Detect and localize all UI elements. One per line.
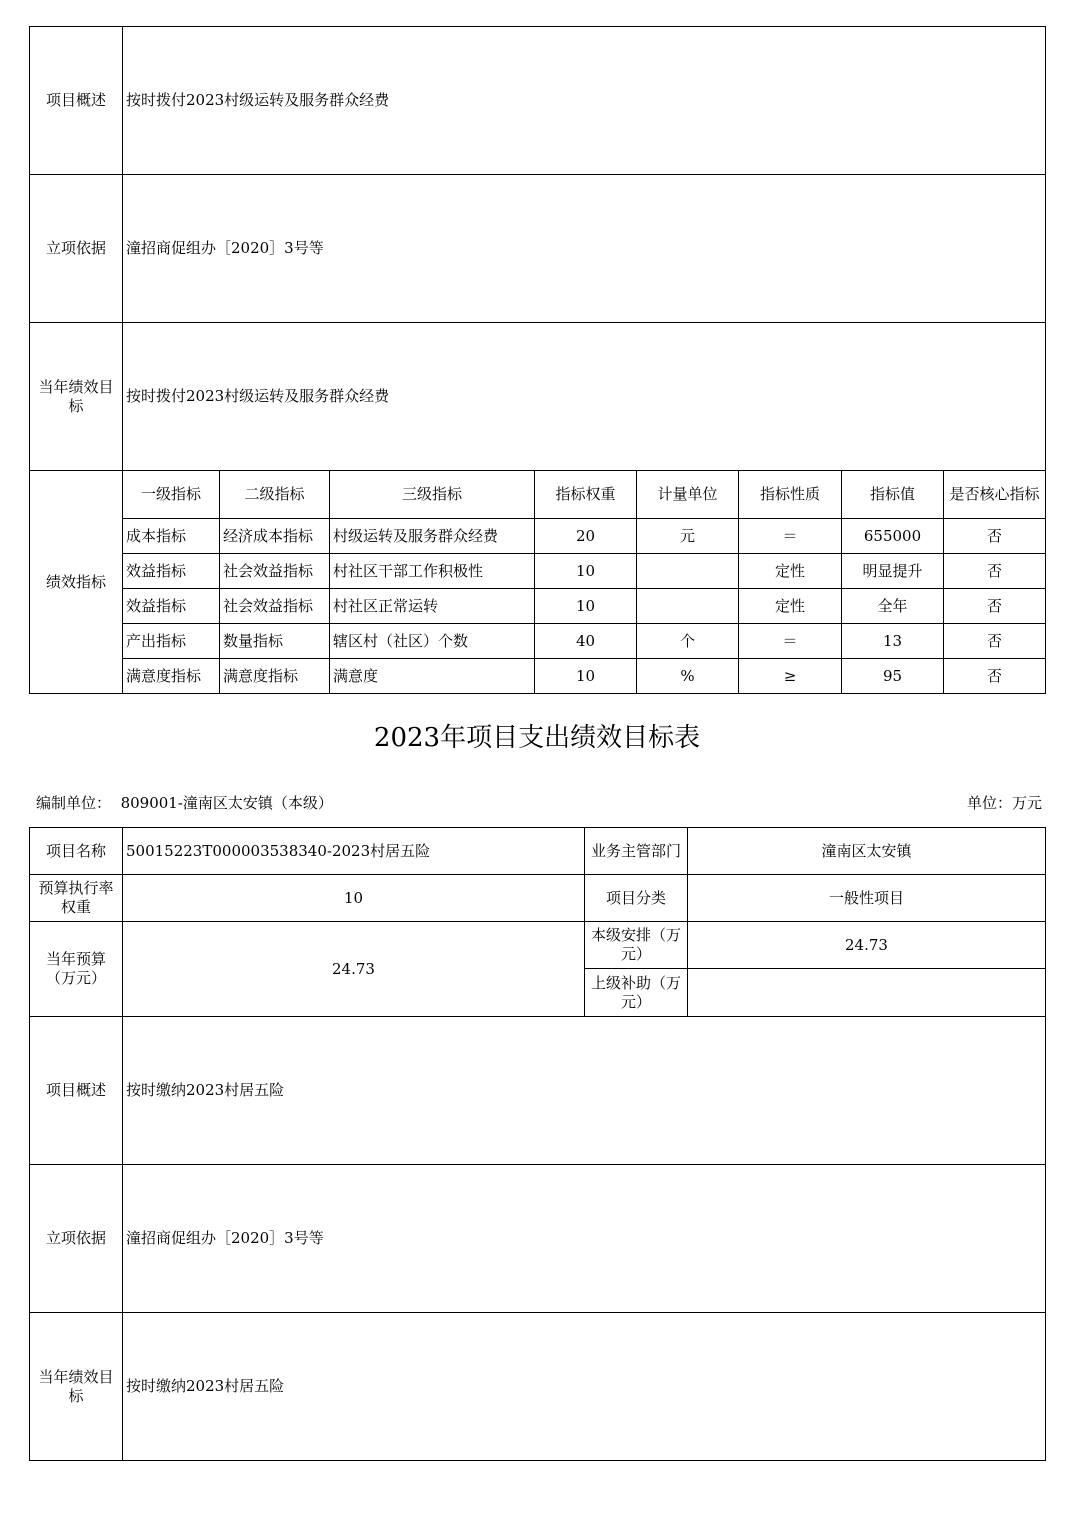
- indicator-nature: 定性: [739, 554, 842, 589]
- indicator-unit: [637, 589, 739, 624]
- name-value: 50015223T000003538340-2023村居五险: [123, 828, 585, 875]
- table-row: [30, 659, 1046, 694]
- indicator-value: 655000: [842, 519, 944, 554]
- project-table-part2: [29, 827, 1046, 1461]
- indicator-value: 13: [842, 624, 944, 659]
- category-value: 一般性项目: [688, 875, 1046, 922]
- level3-indicator: 村级运转及服务群众经费: [330, 519, 535, 554]
- exec-value: 10: [123, 875, 585, 922]
- goal-value: 按时缴纳2023村居五险: [123, 1313, 1046, 1461]
- level3-indicator: 满意度: [330, 659, 535, 694]
- subsidy-value: [688, 969, 1046, 1017]
- table-row: [30, 624, 1046, 659]
- indicator-core: 否: [944, 519, 1046, 554]
- indicator-weight: 40: [535, 624, 637, 659]
- indicator-unit: 个: [637, 624, 739, 659]
- unit-label: 单位：万元: [966, 794, 1042, 812]
- subsidy-label: 上级补助（万元）: [585, 969, 688, 1017]
- indicator-nature: ＝: [739, 624, 842, 659]
- level2-indicator: 社会效益指标: [220, 589, 330, 624]
- indicator-nature: ＝: [739, 519, 842, 554]
- page-title: 2023年项目支出绩效目标表: [373, 723, 701, 753]
- indicator-weight: 20: [535, 519, 637, 554]
- local-label: 本级安排（万元）: [585, 922, 688, 969]
- indicator-core: 否: [944, 659, 1046, 694]
- level1-indicator: 产出指标: [123, 624, 220, 659]
- org-label: 编制单位：: [36, 794, 112, 812]
- name-label: 项目名称: [30, 828, 123, 875]
- table-row: [30, 519, 1046, 554]
- indicator-header: 指标值: [842, 471, 944, 519]
- overview-label: 项目概述: [30, 1017, 123, 1165]
- table-row: [30, 589, 1046, 624]
- level2-indicator: 经济成本指标: [220, 519, 330, 554]
- dept-label: 业务主管部门: [585, 828, 688, 875]
- indicator-header: 是否核心指标: [944, 471, 1046, 519]
- overview-value: 按时拨付2023村级运转及服务群众经费: [123, 27, 1046, 175]
- indicator-header: 一级指标: [123, 471, 220, 519]
- indicator-header: 三级指标: [330, 471, 535, 519]
- level2-indicator: 满意度指标: [220, 659, 330, 694]
- indicator-core: 否: [944, 554, 1046, 589]
- local-value: 24.73: [688, 922, 1046, 969]
- overview-label: 项目概述: [30, 27, 123, 175]
- indicator-header: 二级指标: [220, 471, 330, 519]
- basis-label: 立项依据: [30, 175, 123, 323]
- org-value: 809001-潼南区太安镇（本级）: [120, 794, 333, 812]
- indicator-weight: 10: [535, 589, 637, 624]
- indicator-unit: [637, 554, 739, 589]
- budget-label: 当年预算（万元）: [30, 922, 123, 1017]
- level3-indicator: 村社区干部工作积极性: [330, 554, 535, 589]
- indicator-nature: 定性: [739, 589, 842, 624]
- level3-indicator: 村社区正常运转: [330, 589, 535, 624]
- indicator-unit: 元: [637, 519, 739, 554]
- indicator-value: 95: [842, 659, 944, 694]
- indicator-core: 否: [944, 589, 1046, 624]
- level3-indicator: 辖区村（社区）个数: [330, 624, 535, 659]
- indicator-header: 计量单位: [637, 471, 739, 519]
- level1-indicator: 效益指标: [123, 554, 220, 589]
- indicator-value: 明显提升: [842, 554, 944, 589]
- indicator-weight: 10: [535, 659, 637, 694]
- indicator-weight: 10: [535, 554, 637, 589]
- basis-value: 潼招商促组办［2020］3号等: [123, 1165, 1046, 1313]
- level1-indicator: 成本指标: [123, 519, 220, 554]
- basis-label: 立项依据: [30, 1165, 123, 1313]
- level2-indicator: 社会效益指标: [220, 554, 330, 589]
- indicator-header-row: [30, 471, 1046, 519]
- org-line: [36, 793, 333, 813]
- overview-value: 按时缴纳2023村居五险: [123, 1017, 1046, 1165]
- dept-value: 潼南区太安镇: [688, 828, 1046, 875]
- project-table-part1: [29, 26, 1046, 694]
- indicator-core: 否: [944, 624, 1046, 659]
- level2-indicator: 数量指标: [220, 624, 330, 659]
- indicator-value: 全年: [842, 589, 944, 624]
- indicator-unit: %: [637, 659, 739, 694]
- indicator-header: 指标权重: [535, 471, 637, 519]
- goal-label: 当年绩效目标: [30, 1313, 123, 1461]
- basis-value: 潼招商促组办［2020］3号等: [123, 175, 1046, 323]
- indicator-nature: ≥: [739, 659, 842, 694]
- exec-label: 预算执行率权重: [30, 875, 123, 922]
- level1-indicator: 满意度指标: [123, 659, 220, 694]
- goal-value: 按时拨付2023村级运转及服务群众经费: [123, 323, 1046, 471]
- budget-value: 24.73: [123, 922, 585, 1017]
- category-label: 项目分类: [585, 875, 688, 922]
- table-row: [30, 554, 1046, 589]
- indicator-header: 指标性质: [739, 471, 842, 519]
- goal-label: 当年绩效目标: [30, 323, 123, 471]
- indicators-label: 绩效指标: [30, 471, 123, 694]
- level1-indicator: 效益指标: [123, 589, 220, 624]
